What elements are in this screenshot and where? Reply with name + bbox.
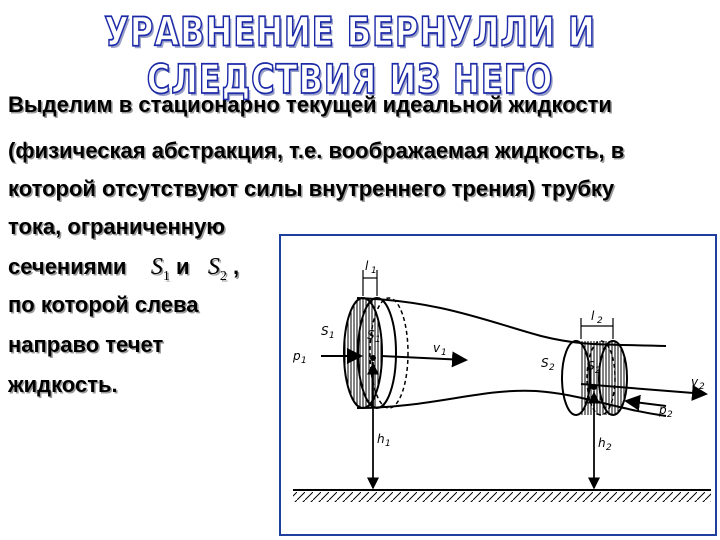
label-s1-prime-sub: 1 (375, 335, 381, 345)
body-line-tail-2: направо течет (8, 332, 164, 357)
slide-title: УРАВНЕНИЕ БЕРНУЛЛИ И СЛЕДСТВИЯ ИЗ НЕГО (104, 8, 596, 103)
label-s1: S (321, 324, 329, 338)
label-l2-sub: 2 (597, 316, 603, 326)
body-line-tail-3: жидкость. (8, 372, 118, 397)
label-s2-sub: 2 (549, 363, 555, 373)
sections-suffix: , (232, 254, 240, 279)
sections-prefix: сечениями (8, 254, 127, 279)
label-h2-sub: 2 (606, 443, 612, 453)
label-h1-sub: 1 (385, 439, 391, 449)
formula-s2-sub: 2 (219, 269, 227, 284)
body-line-tail-1: по которой слева (8, 292, 199, 317)
body-line-1: Выделим в стационарно текущей идеальной жидкости (8, 92, 612, 117)
body-line-3: которой отсутствуют силы внутреннего трения) трубку (8, 176, 615, 201)
ground (293, 490, 711, 502)
section-s1-volume (344, 298, 408, 408)
label-l1: l (365, 259, 369, 273)
label-h2: h (598, 436, 606, 450)
formula-s2-letter: S (207, 254, 220, 280)
label-s1-sub: 1 (329, 331, 335, 341)
label-p1: p (293, 349, 301, 363)
length-marks (363, 270, 613, 339)
sections-conj: и (175, 254, 190, 279)
label-l2: l (591, 309, 595, 323)
stream-tube-diagram (281, 236, 715, 534)
label-v1: v (433, 341, 441, 355)
center-point-1 (370, 355, 376, 361)
label-s2: S (541, 356, 549, 370)
label-s1-prime: S (367, 328, 375, 342)
label-p2: p (659, 403, 667, 417)
label-p2-sub: 2 (667, 410, 673, 420)
stream-tube-figure (279, 234, 717, 536)
label-h1: h (377, 432, 385, 446)
formula-s1-letter: S (150, 254, 163, 280)
center-point-2 (591, 384, 597, 390)
formula-s1-sub: 1 (162, 269, 170, 284)
label-v2-sub: 2 (699, 382, 705, 392)
label-v2: v (691, 375, 699, 389)
height-lines (373, 362, 594, 488)
label-s2-prime-sub: 2 (595, 366, 601, 376)
label-v1-sub: 1 (441, 348, 447, 358)
label-s2-prime: S (587, 359, 595, 373)
body-line-sections (8, 254, 240, 284)
body-line-2: (физическая абстракция, т.е. воображаемая жидкость, в (8, 138, 625, 163)
body-line-4: тока, ограниченную (8, 214, 226, 239)
label-l1-sub: 1 (371, 266, 377, 276)
label-p1-sub: 1 (301, 356, 307, 366)
